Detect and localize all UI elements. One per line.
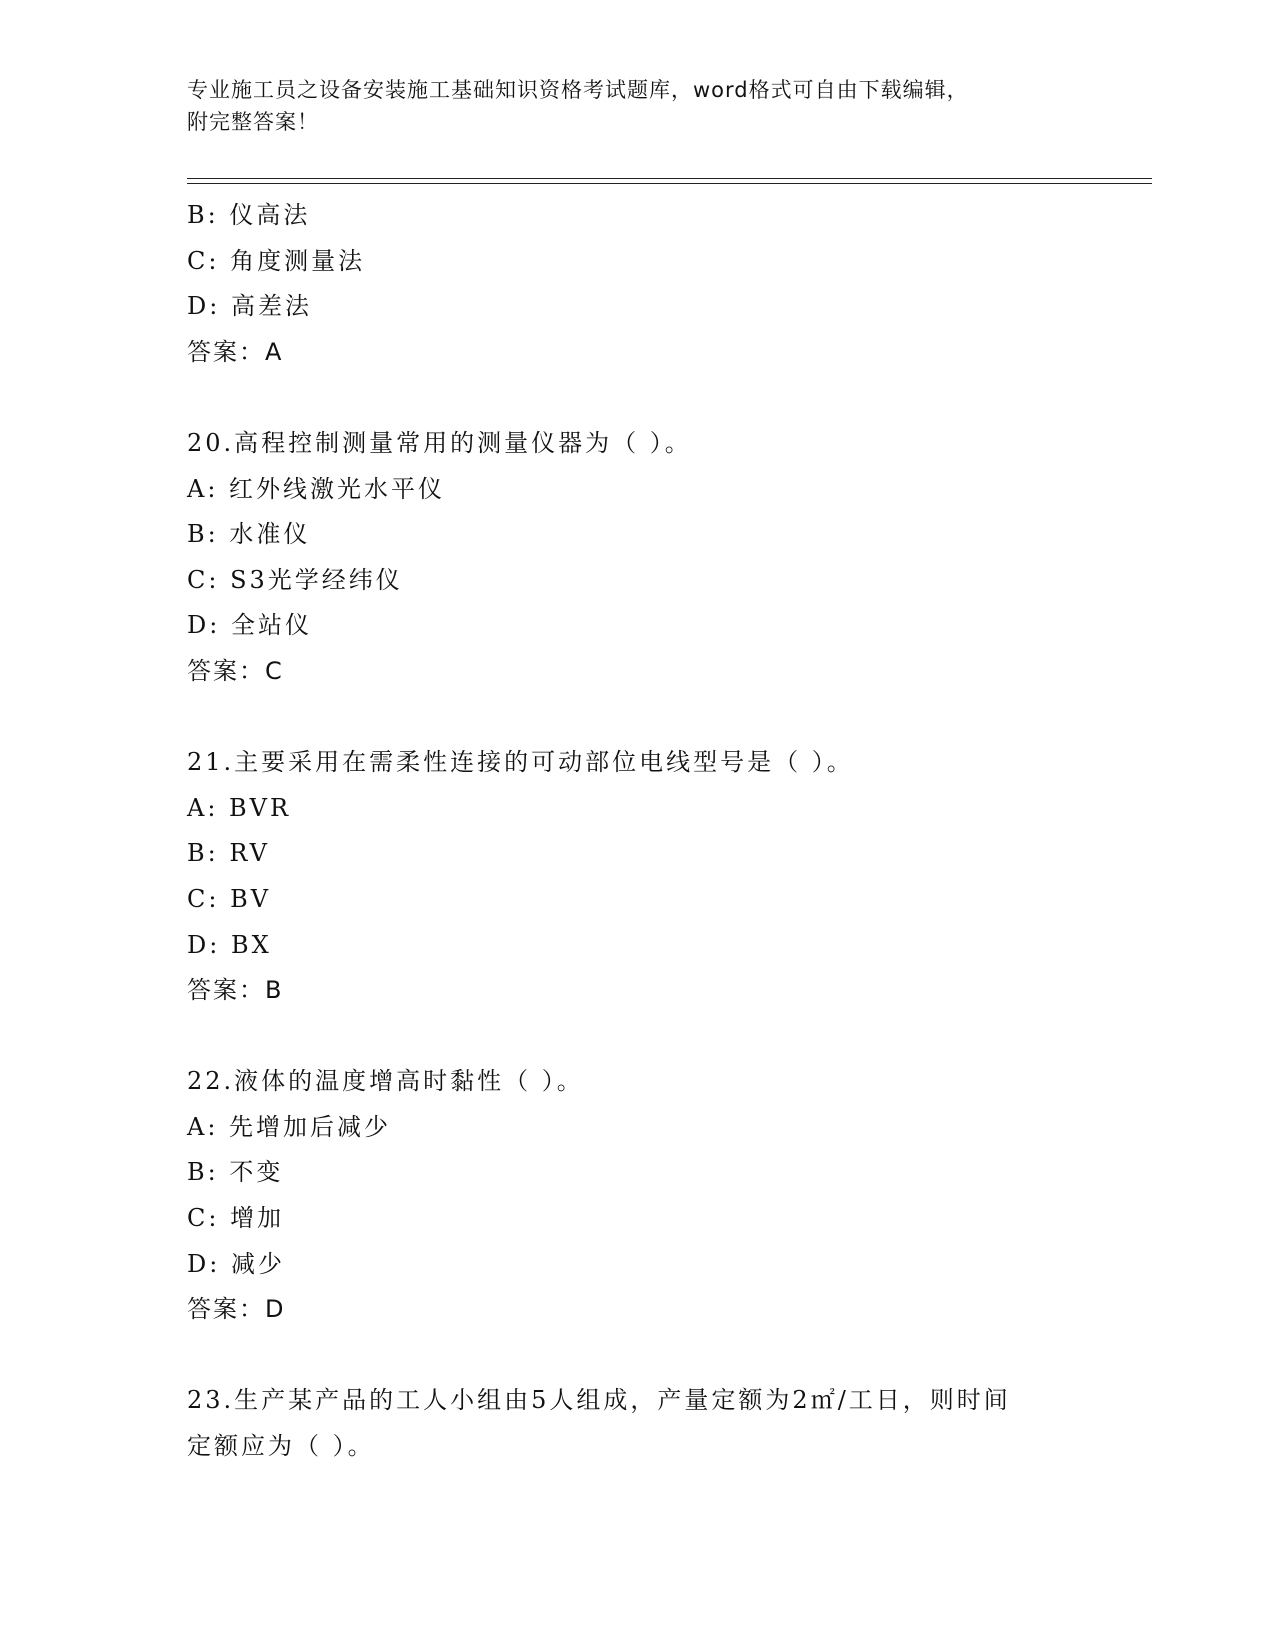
answer-line: 答案：B (187, 976, 284, 1005)
spacer (187, 375, 1147, 421)
spacer (187, 695, 1147, 741)
option-a: A: 先增加后减少 (187, 1112, 392, 1141)
option-d: D: 减少 (187, 1249, 285, 1278)
option-b: B: 不变 (187, 1158, 284, 1187)
option-d: D: 高差法 (187, 292, 312, 321)
question-stem: 21.主要采用在需柔性连接的可动部位电线型号是（ ）。 (187, 748, 854, 777)
header-line-2: 附完整答案！ (187, 110, 319, 134)
option-c: C: S3光学经纬仪 (187, 565, 403, 594)
option-c: C: BV (187, 884, 272, 913)
option-c: C: 增加 (187, 1204, 285, 1233)
answer-line: 答案：C (187, 656, 284, 685)
question-22 (187, 1059, 1147, 1333)
question-stem: 20.高程控制测量常用的测量仪器为（ ）。 (187, 428, 692, 457)
option-d: D: 全站仪 (187, 611, 312, 640)
question-stem-line-2: 定额应为（ ）。 (187, 1432, 375, 1461)
option-b: B: RV (187, 839, 270, 868)
question-21 (187, 740, 1147, 1014)
spacer (187, 1333, 1147, 1379)
question-stem: 22.液体的温度增高时黏性（ ）。 (187, 1067, 584, 1096)
header-divider-bottom (187, 183, 1152, 184)
option-b: B: 水准仪 (187, 520, 311, 549)
option-b: B: 仪高法 (187, 201, 311, 229)
question-20 (187, 421, 1147, 695)
document-header (187, 74, 1067, 138)
answer-line: 答案：A (187, 337, 284, 366)
option-a: A: BVR (187, 793, 292, 822)
spacer (187, 1014, 1147, 1060)
option-a: A: 红外线激光水平仪 (187, 474, 446, 503)
option-d: D: BX (187, 930, 272, 959)
question-23 (187, 1378, 1147, 1469)
question-partial (187, 193, 1147, 375)
question-stem-line-1: 23.生产某产品的工人小组由5人组成，产量定额为2㎡/工日，则时间 (187, 1386, 1011, 1415)
header-line-1: 专业施工员之设备安装施工基础知识资格考试题库，word格式可自由下载编辑， (187, 78, 969, 102)
option-c: C: 角度测量法 (187, 246, 366, 275)
question-list (187, 193, 1147, 1470)
header-divider-top (187, 178, 1152, 179)
answer-line: 答案：D (187, 1295, 286, 1324)
